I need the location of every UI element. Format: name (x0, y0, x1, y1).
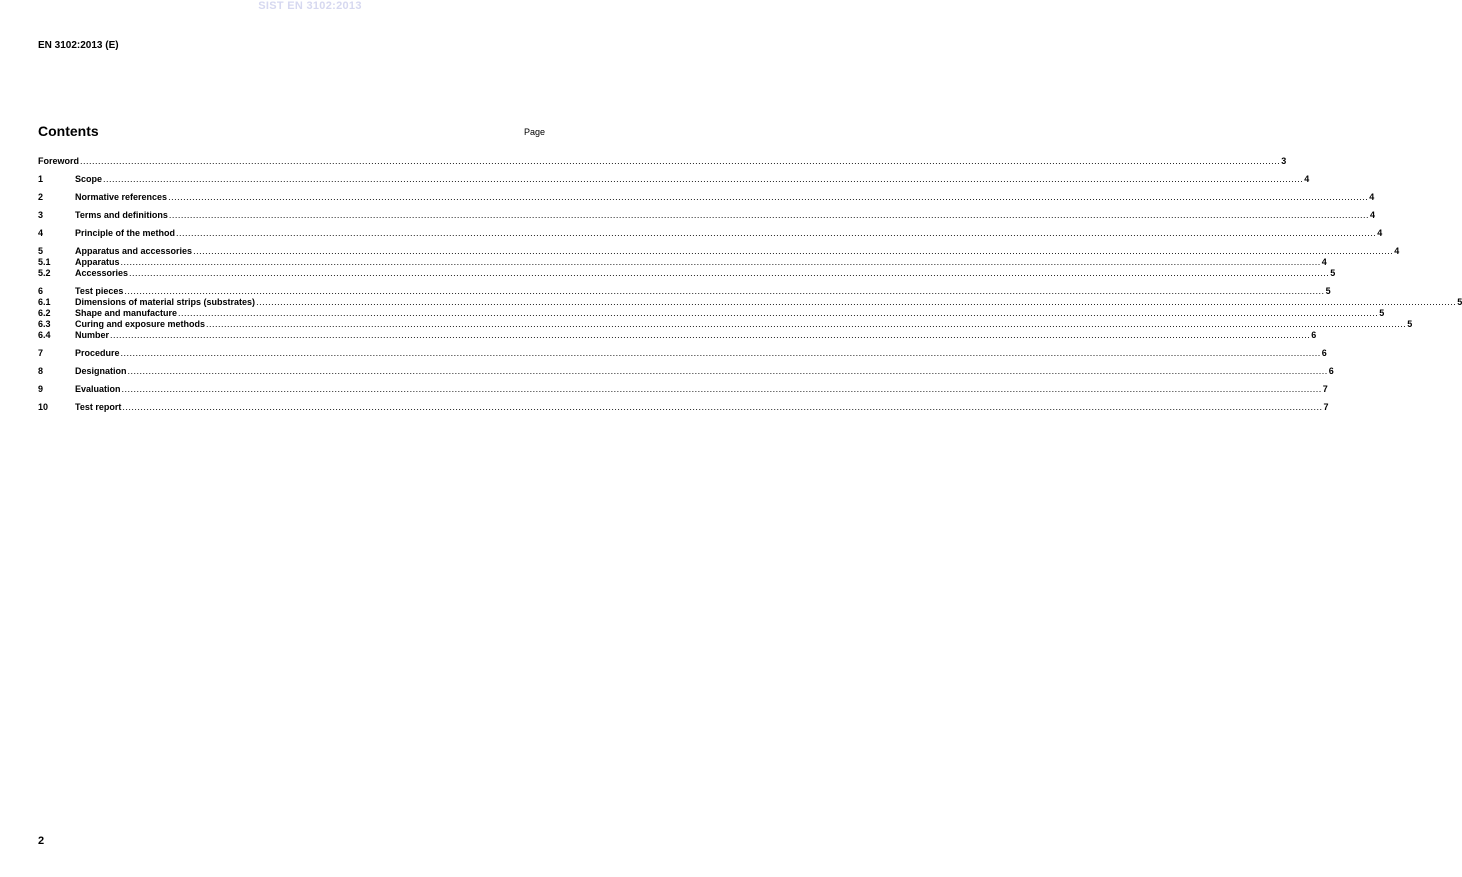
toc-entry-page: 6 (1321, 348, 1327, 358)
toc-entry-title: Shape and manufacture (75, 308, 178, 318)
toc-entry[interactable] (38, 257, 1327, 268)
toc-dot-leader: ................................................................................................................................................................................................................................................................................................................................................................................................................ (178, 308, 1379, 318)
toc-entry-number: 4 (38, 228, 44, 238)
document-id: EN 3102:2013 (E) (38, 40, 119, 51)
toc-entry-page: 4 (1321, 257, 1327, 267)
contents-title: Contents (38, 123, 99, 139)
toc-entry-number: 2 (38, 192, 44, 202)
toc-entry-page: 5 (1325, 286, 1331, 296)
toc-dot-leader: ................................................................................................................................................................................................................................................................................................................................................................................................................ (120, 257, 1321, 267)
toc-entry-number: 5.2 (38, 268, 51, 278)
toc-entry-title: Procedure (75, 348, 120, 358)
toc-entry-title: Accessories (75, 268, 129, 278)
toc-entry-number: 6.3 (38, 319, 51, 329)
toc-entry-page: 4 (1369, 192, 1375, 202)
toc-dot-leader: ................................................................................................................................................................................................................................................................................................................................................................................................................ (129, 268, 1330, 278)
toc-entry[interactable] (38, 174, 1310, 185)
toc-entry-number: 7 (38, 348, 44, 358)
toc-entry-title: Scope (75, 174, 103, 184)
toc-dot-leader: ................................................................................................................................................................................................................................................................................................................................................................................................................ (206, 319, 1407, 329)
toc-entry[interactable] (38, 246, 1400, 257)
toc-entry[interactable] (38, 156, 1287, 167)
toc-entry-page: 4 (1377, 228, 1383, 238)
toc-entry[interactable] (38, 384, 1328, 395)
toc-entry-number: 1 (38, 174, 44, 184)
toc-entry-number: 9 (38, 384, 44, 394)
toc-entry-page: 5 (1379, 308, 1385, 318)
toc-dot-leader: ................................................................................................................................................................................................................................................................................................................................................................................................................ (176, 228, 1377, 238)
toc-entry-page: 5 (1457, 297, 1462, 307)
toc-entry-page: 5 (1330, 268, 1336, 278)
toc-entry-number: 5 (38, 246, 44, 256)
toc-dot-leader: ................................................................................................................................................................................................................................................................................................................................................................................................................ (168, 210, 1370, 220)
toc-entry[interactable] (38, 268, 1336, 279)
toc-entry[interactable] (38, 348, 1327, 359)
toc-dot-leader: ................................................................................................................................................................................................................................................................................................................................................................................................................ (256, 297, 1457, 307)
toc-entry-number: 3 (38, 210, 44, 220)
toc-entry[interactable] (38, 210, 1376, 221)
toc-entry-number: 6.1 (38, 297, 51, 307)
toc-entry-title: Foreword (38, 156, 80, 166)
toc-entry[interactable] (38, 192, 1375, 203)
toc-entry[interactable] (38, 402, 1329, 413)
toc-dot-leader: ................................................................................................................................................................................................................................................................................................................................................................................................................ (110, 330, 1311, 340)
table-of-contents (38, 156, 1462, 413)
toc-entry-number: 6.2 (38, 308, 51, 318)
toc-entry-page: 6 (1328, 366, 1334, 376)
toc-entry-number: 10 (38, 402, 49, 412)
toc-entry-title: Number (75, 330, 110, 340)
page-number: 2 (38, 835, 45, 847)
toc-entry-title: Test pieces (75, 286, 124, 296)
toc-entry-title: Apparatus (75, 257, 120, 267)
toc-entry-page: 6 (1311, 330, 1317, 340)
toc-entry-number: 5.1 (38, 257, 51, 267)
toc-entry[interactable] (38, 297, 1462, 308)
toc-entry-number: 6 (38, 286, 44, 296)
toc-entry[interactable] (38, 228, 1383, 239)
toc-dot-leader: ................................................................................................................................................................................................................................................................................................................................................................................................................ (121, 384, 1322, 394)
toc-dot-leader: ................................................................................................................................................................................................................................................................................................................................................................................................................ (124, 286, 1325, 296)
toc-entry[interactable] (38, 366, 1334, 377)
toc-entry-title: Terms and definitions (75, 210, 168, 220)
page-column-header: Page (523, 127, 545, 137)
toc-dot-leader: ................................................................................................................................................................................................................................................................................................................................................................................................................ (122, 402, 1323, 412)
toc-entry-number: 8 (38, 366, 44, 376)
toc-entry-title: Curing and exposure methods (75, 319, 206, 329)
toc-entry-title: Designation (75, 366, 127, 376)
toc-entry-page: 5 (1407, 319, 1413, 329)
toc-entry-page: 7 (1323, 402, 1329, 412)
toc-entry-page: 4 (1370, 210, 1376, 220)
toc-dot-leader: ................................................................................................................................................................................................................................................................................................................................................................................................................ (103, 174, 1304, 184)
toc-entry-title: Principle of the method (75, 228, 176, 238)
toc-entry-title: Normative references (75, 192, 168, 202)
toc-entry-title: Dimensions of material strips (substrates) (75, 297, 256, 307)
toc-entry-page: 7 (1322, 384, 1328, 394)
toc-dot-leader: ................................................................................................................................................................................................................................................................................................................................................................................................................ (120, 348, 1321, 358)
toc-dot-leader: ................................................................................................................................................................................................................................................................................................................................................................................................................ (168, 192, 1369, 202)
toc-entry-page: 3 (1281, 156, 1287, 166)
toc-entry[interactable] (38, 286, 1331, 297)
toc-entry[interactable] (38, 308, 1385, 319)
toc-entry-title: Test report (75, 402, 122, 412)
toc-entry-title: Evaluation (75, 384, 121, 394)
toc-dot-leader: ................................................................................................................................................................................................................................................................................................................................................................................................................ (127, 366, 1328, 376)
toc-entry-page: 4 (1394, 246, 1400, 256)
toc-entry[interactable] (38, 319, 1413, 330)
toc-dot-leader: ................................................................................................................................................................................................................................................................................................................................................................................................................ (80, 156, 1281, 166)
watermark: SIST EN 3102:2013 (258, 0, 362, 12)
toc-entry[interactable] (38, 330, 1317, 341)
toc-entry-number: 6.4 (38, 330, 51, 340)
toc-entry-title: Apparatus and accessories (75, 246, 193, 256)
toc-dot-leader: ................................................................................................................................................................................................................................................................................................................................................................................................................ (193, 246, 1394, 256)
toc-entry-page: 4 (1304, 174, 1310, 184)
